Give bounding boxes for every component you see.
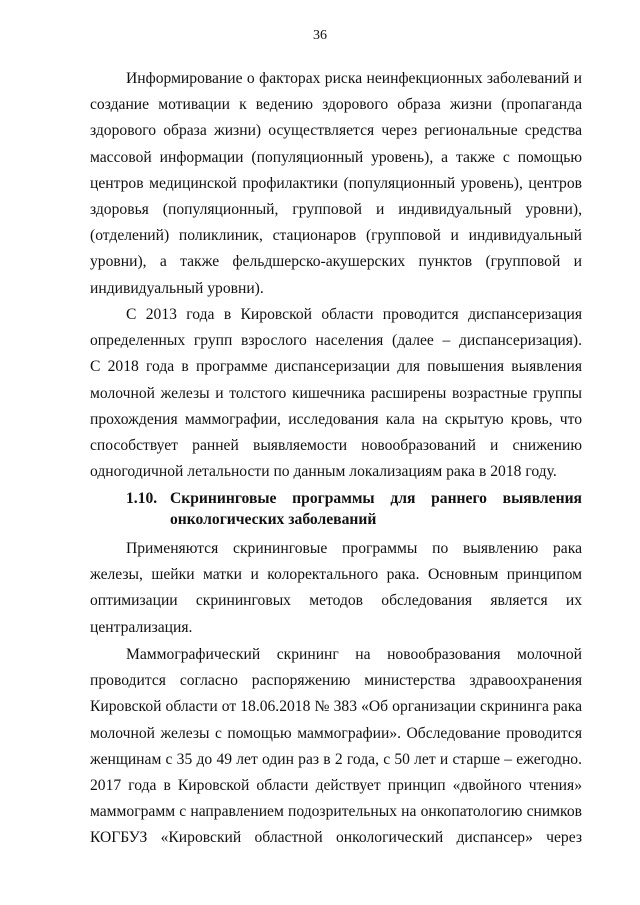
text-line: проводится согласно распоряжению министерства здравоохранения — [90, 672, 582, 690]
text-line: прохождения маммографии, исследования кала на скрытую кровь, что — [90, 410, 582, 428]
text-line: Кировской области от 18.06.2018 № 383 «Об организации скрининга рака — [90, 698, 582, 716]
text-line: индивидуальный уровни). — [90, 279, 264, 297]
text-line: Информирование о факторах риска неинфекционных заболеваний и — [126, 70, 582, 87]
text-line: железы, шейки матки и колоректального рака. Основным принципом — [90, 566, 582, 584]
text-line: центров медицинской профилактики (популяционный уровень), центров — [90, 174, 582, 192]
paragraph-dispanserization — [90, 302, 582, 485]
section-title-line2: онкологических заболеваний — [170, 511, 377, 528]
section-heading — [90, 488, 582, 530]
text-line: здорового образа жизни) осуществляется через региональные средства — [90, 122, 582, 140]
text-line: молочной железы и толстого кишечника расширены возрастные группы — [90, 384, 582, 402]
section-number: 1.10. — [126, 490, 158, 507]
paragraph-screening-programs — [90, 536, 582, 641]
text-line: (отделений) поликлиник, стационаров (групповой и индивидуальный — [90, 227, 582, 245]
text-line: Маммографический скрининг на новообразования молочной — [126, 646, 582, 663]
text-line: одногодичной летальности по данным локализациям рака в 2018 году. — [90, 463, 557, 481]
text-line: способствует ранней выявляемости новообразований и снижению — [90, 436, 582, 454]
text-line: создание мотивации к ведению здорового образа жизни (пропаганда — [90, 96, 582, 114]
page-number: 36 — [313, 28, 327, 43]
text-line: уровни), а также фельдшерско-акушерских пунктов (групповой и — [90, 253, 582, 271]
text-line: Применяются скрининговые программы по выявлению рака — [126, 540, 582, 557]
text-line: молочной железы с помощью маммографии». Обследование проводится — [90, 724, 582, 742]
text-line: КОГБУЗ «Кировский областной онкологический диспансер» через — [90, 829, 582, 847]
text-line: оптимизации скрининговых методов обследования является их — [90, 592, 582, 610]
section-heading-line — [90, 488, 582, 509]
text-line: здоровья (популяционный, групповой и индивидуальный уровни), — [90, 200, 582, 218]
section-title-line1: Скрининговые программы для раннего выявления — [170, 490, 582, 507]
text-line: женщинам с 35 до 49 лет один раз в 2 года, с 50 лет и старше – ежегодно. — [90, 750, 582, 768]
text-line: маммограмм с направлением подозрительных на онкопатологию снимков — [90, 803, 582, 821]
text-line: определенных групп взрослого населения (далее – диспансеризация). — [90, 332, 582, 350]
text-line: массовой информации (популяционный уровень), а также с помощью — [90, 148, 582, 166]
paragraph-risk-factors — [90, 66, 582, 302]
paragraph-mammography — [90, 642, 582, 852]
text-line: С 2018 года в программе диспансеризации для повышения выявления — [90, 358, 582, 376]
text-line: централизация. — [90, 618, 193, 636]
text-line: 2017 года в Кировской области действует принцип «двойного чтения» — [90, 776, 582, 794]
text-line: С 2013 года в Кировской области проводится диспансеризация — [126, 306, 582, 323]
